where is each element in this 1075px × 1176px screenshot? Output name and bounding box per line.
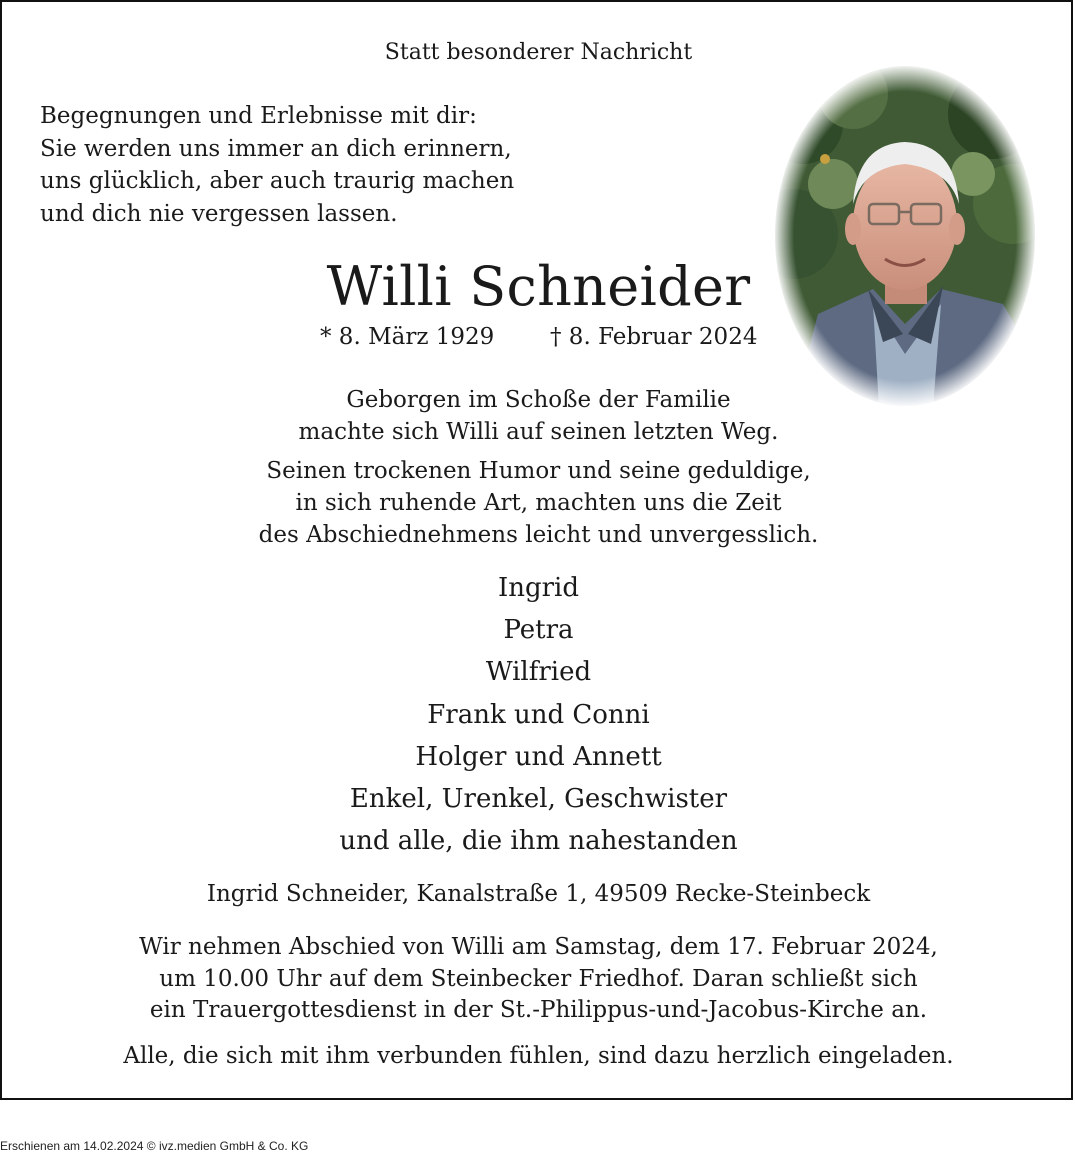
text-line: Seinen trockenen Humor und seine geduldige, [266, 458, 811, 484]
deceased-name: Willi Schneider [326, 255, 751, 318]
portrait-photo [773, 64, 1037, 408]
mourner-name: Wilfried [485, 657, 592, 688]
text-line: Geborgen im Schoße der Familie [346, 387, 731, 413]
text-line: des Abschiednehmens leicht und unvergesslich. [258, 522, 819, 548]
farewell-text [2, 384, 1075, 448]
funeral-line: um 10.00 Uhr auf dem Steinbecker Friedhof. Daran schließt sich [159, 965, 918, 992]
birth-date: * 8. März 1929 [320, 324, 495, 350]
funeral-details [2, 932, 1075, 1027]
publication-footer: Erschienen am 14.02.2024 © ivz.medien GmbH & Co. KG [0, 1139, 309, 1153]
poem-line: Begegnungen und Erlebnisse mit dir: [40, 103, 477, 129]
funeral-line: Wir nehmen Abschied von Willi am Samstag, dem 17. Februar 2024, [139, 934, 938, 960]
mourner-name: und alle, die ihm nahestanden [339, 826, 738, 857]
invitation-text: Alle, die sich mit ihm verbunden fühlen, sind dazu herzlich eingeladen. [123, 1043, 954, 1069]
mourner-name: Enkel, Urenkel, Geschwister [349, 784, 728, 815]
poem-line: Sie werden uns immer an dich erinnern, [40, 135, 512, 162]
mourner-name: Frank und Conni [427, 699, 650, 730]
mourners-list [2, 567, 1075, 862]
poem-line: uns glücklich, aber auch traurig machen [40, 168, 515, 194]
mourner-name: Petra [503, 615, 574, 646]
mourner-name: Holger und Annett [415, 741, 662, 772]
death-date: † 8. Februar 2024 [550, 324, 758, 350]
text-line: machte sich Willi auf seinen letzten Weg. [298, 419, 779, 445]
family-address: Ingrid Schneider, Kanalstraße 1, 49509 Recke-Steinbeck [206, 881, 871, 907]
poem [40, 100, 514, 230]
remembrance-text [2, 455, 1075, 551]
mourner-name: Ingrid [497, 573, 580, 603]
funeral-line: ein Trauergottesdienst in der St.-Philippus-und-Jacobus-Kirche an. [149, 997, 928, 1023]
text-line: in sich ruhende Art, machten uns die Zeit [295, 490, 782, 516]
poem-line: und dich nie vergessen lassen. [40, 200, 398, 227]
notice-header: Statt besonderer Nachricht [384, 40, 693, 65]
